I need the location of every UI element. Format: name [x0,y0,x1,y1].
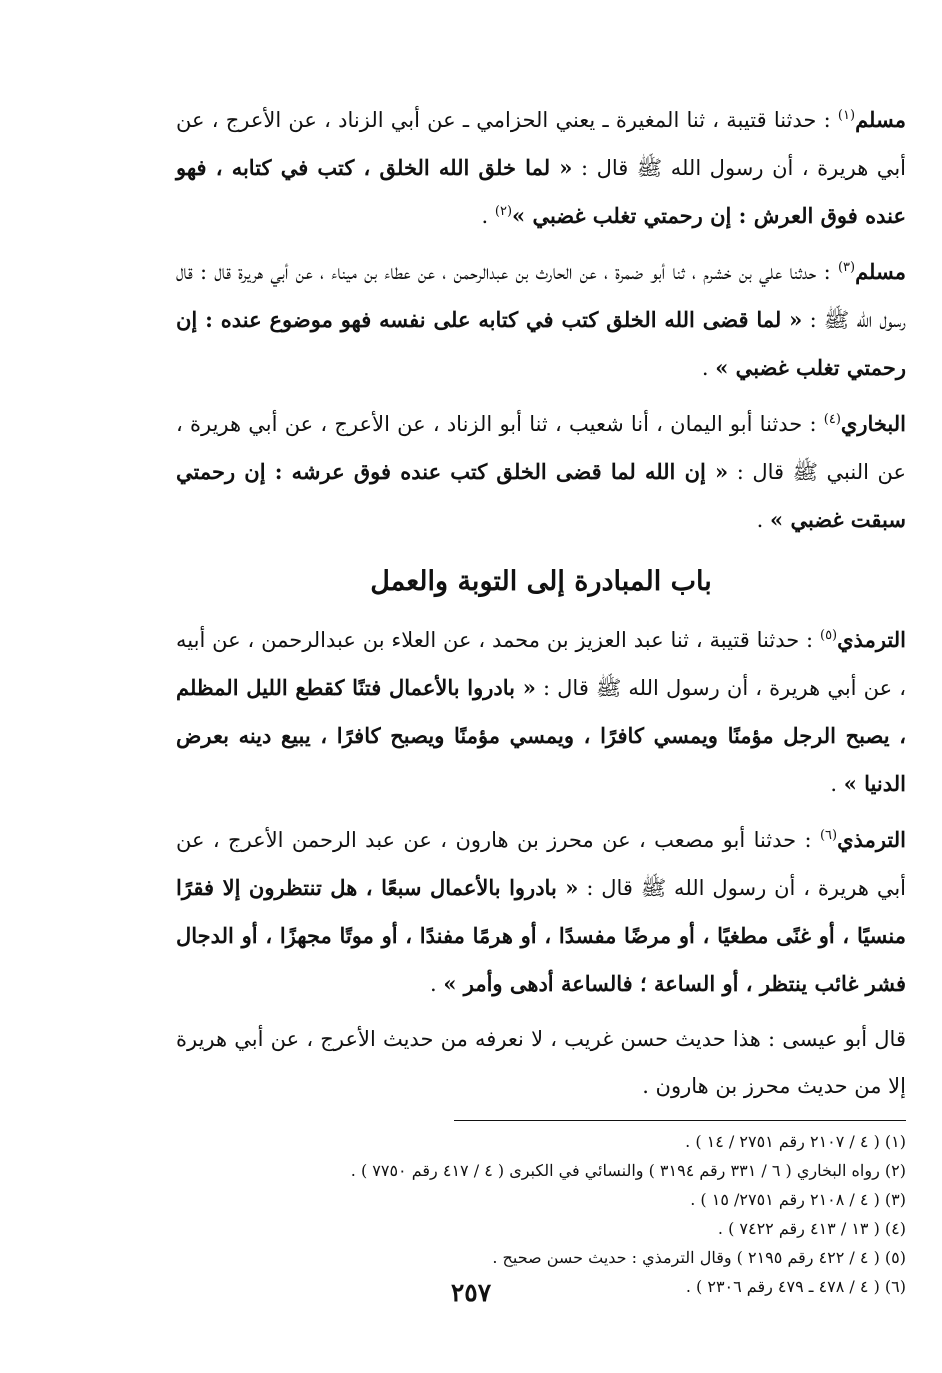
end-mark: . [481,204,495,228]
isnad-text: : حدثنا أبو مصعب ، عن محرز بن هارون ، عن عبد الرحمن الأعرج ، عن أبي هريرة ، أن رسول الله ﷺ قال : [176,828,906,900]
page-content [176,96,906,1301]
footnote-ref: (٥) [819,628,838,643]
footnote-ref: (١) [837,108,856,123]
footnote-item: (٣) ( ٤ / ٢١٠٨ رقم ٢٧٥١/ ١٥ ) . [690,1190,906,1209]
hadith-paragraph [176,96,906,240]
source-name: البخاري [840,411,906,436]
hadith-paragraph [176,400,906,544]
footnote-divider [454,1120,906,1121]
source-name: مسلم [855,107,906,132]
hadith-text: « إن الله لما قضى الخلق كتب عنده فوق عرشه : إن رحمتي سبقت غضبي » [176,459,906,532]
footnote-item: (١) ( ٤ / ٢١٠٧ رقم ٢٧٥١ / ١٤ ) . [685,1132,906,1151]
isnad-text: : حدثنا علي بن خشرم ، ثنا أبو ضمرة ، عن الحارث بن عبدالرحمن ، عن عطاء بن ميناء ، عن أبي هريرة قال : قال رسول الله ﷺ : [176,260,906,332]
footnote-item: (٥) ( ٤ / ٤٢٢ رقم ٢١٩٥ ) وقال الترمذي : حديث حسن صحيح . [492,1248,906,1267]
hadith-paragraph [176,248,906,392]
page-number: ٢٥٧ [450,1278,492,1307]
hadith-paragraph [176,816,906,1008]
end-mark: . [429,972,444,996]
hadith-text: « لما قضى الله الخلق كتب في كتابه على نفسه فهو موضوع عنده : إن رحمتي تغلب غضبي » [176,307,906,380]
source-name: مسلم [855,259,906,284]
footnote-item: (٦) ( ٤ / ٤٧٨ ـ ٤٧٩ رقم ٢٣٠٦ ) . [685,1277,906,1296]
end-mark: . [701,356,716,380]
isnad-text: : حدثنا قتيبة ، ثنا المغيرة ـ يعني الحزامي ـ عن أبي الزناد ، عن الأعرج ، عن أبي هريرة ، أن رسول الله ﷺ قال : [176,108,906,180]
closing-paragraph: قال أبو عيسى : هذا حديث حسن غريب ، لا نعرفه من حديث الأعرج ، عن أبي هريرة إلا من حديث محرز بن هارون . [176,1027,906,1098]
footnote-ref: (٤) [823,412,841,427]
isnad-text: : حدثنا قتيبة ، ثنا عبد العزيز بن محمد ، عن العلاء بن عبدالرحمن ، عن أبيه ، عن أبي هريرة ، أن رسول الله ﷺ قال : [176,628,906,700]
footnote-item: (٤) ( ١٣ / ٤١٣ رقم ٧٤٢٢ ) . [717,1219,906,1238]
source-name: الترمذي [837,827,906,852]
footnote-ref: (٣) [837,260,856,275]
source-name: الترمذي [837,627,906,652]
end-mark: . [756,508,771,532]
footnote-ref: (٢) [494,204,513,219]
hadith-text: « لما خلق الله الخلق ، كتب في كتابه ، فهو عنده فوق العرش : إن رحمتي تغلب غضبي » [176,155,906,228]
chapter-title: باب المبادرة إلى التوبة والعمل [370,566,712,597]
hadith-text: « بادروا بالأعمال سبعًا ، هل تنتظرون إلا فقرًا منسيًا ، أو غنًى مطغيًا ، أو مرضًا مفسدًا ، أو هرمًا مفندًا ، أو موتًا مجهزًا ، أو الدجال فشر غائب ينتظر ، أو الساعة ؛ فالساعة أدهى وأمر » [176,875,906,996]
hadith-text: « بادروا بالأعمال فتنًا كقطع الليل المظلم ، يصبح الرجل مؤمنًا ويمسي كافرًا ، ويمسي مؤمنًا ويصبح كافرًا ، يبيع دينه بعرض الدنيا » [176,675,906,796]
footnotes-list [176,1127,906,1301]
footnote-ref: (٦) [819,828,838,843]
hadith-paragraph [176,616,906,808]
isnad-text: : حدثنا أبو اليمان ، أنا شعيب ، ثنا أبو الزناد ، عن الأعرج ، عن أبي هريرة ، عن النبي ﷺ قال : [176,412,906,484]
end-mark: . [830,772,844,796]
footnote-item: (٢) رواه البخاري ( ٦ / ٣٣١ رقم ٣١٩٤ ) والنسائي في الكبرى ( ٤ / ٤١٧ رقم ٧٧٥٠ ) . [350,1161,906,1180]
